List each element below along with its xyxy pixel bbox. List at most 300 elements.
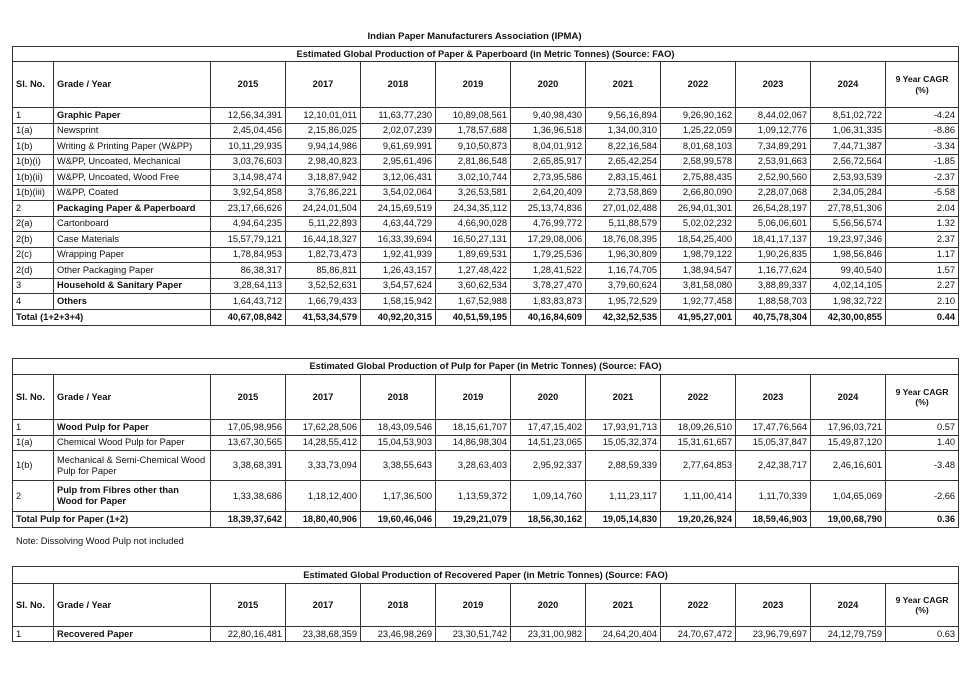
row-sl-no: 1	[13, 627, 54, 642]
row-grade: Packaging Paper & Paperboard	[54, 201, 211, 217]
row-value: 1,11,00,414	[661, 481, 736, 512]
row-value: 3,76,86,221	[286, 185, 361, 201]
row-grade: Others	[54, 294, 211, 310]
row-sl-no: 2(a)	[13, 216, 54, 232]
row-value: 26,94,01,301	[661, 201, 736, 217]
header-year-2018: 2018	[361, 62, 436, 108]
total-row	[13, 512, 959, 528]
row-value: 3,26,53,581	[436, 185, 511, 201]
row-value: 12,56,34,391	[211, 108, 286, 124]
row-value: 3,02,10,744	[436, 170, 511, 186]
row-value: 1,90,26,835	[736, 247, 811, 263]
row-value: 86,38,317	[211, 263, 286, 279]
header-year-2024: 2024	[811, 375, 886, 420]
row-value: 4,63,44,729	[361, 216, 436, 232]
row-cagr: -2.37	[886, 170, 959, 186]
row-value: 1,06,31,335	[811, 123, 886, 139]
row-value: 1,78,57,688	[436, 123, 511, 139]
row-value: 2,28,07,068	[736, 185, 811, 201]
total-label: Total Pulp for Paper (1+2)	[13, 512, 211, 528]
total-value: 41,53,34,579	[286, 309, 361, 325]
row-value: 1,96,30,809	[586, 247, 661, 263]
header-year-2023: 2023	[736, 62, 811, 108]
row-value: 2,53,93,539	[811, 170, 886, 186]
row-value: 1,78,84,953	[211, 247, 286, 263]
row-value: 26,54,28,197	[736, 201, 811, 217]
row-grade: Pulp from Fibres other than Wood for Paper	[54, 481, 211, 512]
header-year-2020: 2020	[511, 62, 586, 108]
row-value: 2,77,64,853	[661, 451, 736, 481]
row-value: 1,92,41,939	[361, 247, 436, 263]
row-value: 1,16,77,624	[736, 263, 811, 279]
row-value: 2,15,86,025	[286, 123, 361, 139]
header-year-2017: 2017	[286, 375, 361, 420]
row-value: 1,16,74,705	[586, 263, 661, 279]
row-value: 2,75,88,435	[661, 170, 736, 186]
table-row	[13, 216, 959, 232]
total-value: 41,95,27,001	[661, 309, 736, 325]
total-value: 40,51,59,195	[436, 309, 511, 325]
row-value: 1,98,56,846	[811, 247, 886, 263]
row-value: 3,52,52,631	[286, 278, 361, 294]
row-value: 5,56,56,574	[811, 216, 886, 232]
total-value: 42,30,00,855	[811, 309, 886, 325]
row-grade: Cartonboard	[54, 216, 211, 232]
header-year-2020: 2020	[511, 375, 586, 420]
header-grade-year: Grade / Year	[54, 584, 211, 627]
row-value: 2,65,42,254	[586, 154, 661, 170]
row-value: 2,45,04,456	[211, 123, 286, 139]
row-value: 4,76,99,772	[511, 216, 586, 232]
total-value: 19,60,46,046	[361, 512, 436, 528]
row-cagr: 1.32	[886, 216, 959, 232]
row-value: 9,56,16,894	[586, 108, 661, 124]
row-value: 24,24,01,504	[286, 201, 361, 217]
total-row	[13, 309, 959, 325]
table-row	[13, 435, 959, 451]
row-value: 18,43,09,546	[361, 420, 436, 436]
row-value: 24,34,35,112	[436, 201, 511, 217]
row-sl-no: 1	[13, 108, 54, 124]
row-value: 3,14,98,474	[211, 170, 286, 186]
total-cagr: 0.44	[886, 309, 959, 325]
document-title: Indian Paper Manufacturers Association (IPMA)	[367, 31, 582, 42]
total-value: 19,00,68,790	[811, 512, 886, 528]
row-value: 3,38,55,643	[361, 451, 436, 481]
table-row	[13, 170, 959, 186]
row-value: 2,02,07,239	[361, 123, 436, 139]
pulp-table	[12, 358, 959, 528]
total-value: 19,05,14,830	[586, 512, 661, 528]
row-value: 23,17,66,626	[211, 201, 286, 217]
row-value: 1,04,65,069	[811, 481, 886, 512]
total-value: 40,16,84,609	[511, 309, 586, 325]
row-value: 1,09,12,776	[736, 123, 811, 139]
table-row	[13, 627, 959, 642]
table-row	[13, 108, 959, 124]
row-grade: Recovered Paper	[54, 627, 211, 642]
table-row	[13, 263, 959, 279]
row-value: 2,34,05,284	[811, 185, 886, 201]
row-value: 9,94,14,986	[286, 139, 361, 155]
row-value: 17,96,03,721	[811, 420, 886, 436]
total-value: 42,32,52,535	[586, 309, 661, 325]
table-row	[13, 123, 959, 139]
row-value: 16,50,27,131	[436, 232, 511, 248]
header-sl-no: Sl. No.	[13, 62, 54, 108]
row-value: 3,88,89,337	[736, 278, 811, 294]
row-cagr: 1.40	[886, 435, 959, 451]
header-row	[13, 584, 959, 627]
row-value: 1,33,38,686	[211, 481, 286, 512]
row-value: 23,96,79,697	[736, 627, 811, 642]
row-value: 27,78,51,306	[811, 201, 886, 217]
row-sl-no: 2(b)	[13, 232, 54, 248]
header-year-2021: 2021	[586, 584, 661, 627]
row-value: 25,13,74,836	[511, 201, 586, 217]
row-value: 1,38,94,547	[661, 263, 736, 279]
header-year-2024: 2024	[811, 584, 886, 627]
table-row	[13, 278, 959, 294]
row-grade: Case Materials	[54, 232, 211, 248]
row-value: 12,10,01,011	[286, 108, 361, 124]
row-value: 17,93,91,713	[586, 420, 661, 436]
row-value: 2,81,86,548	[436, 154, 511, 170]
row-value: 3,12,06,431	[361, 170, 436, 186]
row-value: 3,03,76,603	[211, 154, 286, 170]
row-value: 2,83,15,461	[586, 170, 661, 186]
row-value: 27,01,02,488	[586, 201, 661, 217]
header-year-2019: 2019	[436, 584, 511, 627]
header-row	[13, 375, 959, 420]
row-value: 3,18,87,942	[286, 170, 361, 186]
table-row	[13, 139, 959, 155]
row-sl-no: 2(c)	[13, 247, 54, 263]
row-value: 3,33,73,094	[286, 451, 361, 481]
row-sl-no: 1(b)	[13, 451, 54, 481]
header-year-2015: 2015	[211, 62, 286, 108]
header-year-2024: 2024	[811, 62, 886, 108]
row-value: 99,40,540	[811, 263, 886, 279]
row-value: 8,04,01,912	[511, 139, 586, 155]
row-value: 1,64,43,712	[211, 294, 286, 310]
row-value: 1,82,73,473	[286, 247, 361, 263]
row-grade: Wood Pulp for Paper	[54, 420, 211, 436]
row-value: 1,11,70,339	[736, 481, 811, 512]
header-year-2023: 2023	[736, 375, 811, 420]
row-grade: Writing & Printing Paper (W&PP)	[54, 139, 211, 155]
table-row	[13, 154, 959, 170]
row-value: 1,98,79,122	[661, 247, 736, 263]
row-value: 1,09,14,760	[511, 481, 586, 512]
row-value: 3,92,54,858	[211, 185, 286, 201]
table-row	[13, 420, 959, 436]
header-sl-no: Sl. No.	[13, 375, 54, 420]
row-sl-no: 4	[13, 294, 54, 310]
row-value: 16,33,39,694	[361, 232, 436, 248]
row-value: 17,29,08,006	[511, 232, 586, 248]
row-sl-no: 1(b)(i)	[13, 154, 54, 170]
footnote: Note: Dissolving Wood Pulp not included	[16, 536, 184, 546]
row-value: 24,64,20,404	[586, 627, 661, 642]
table-row	[13, 201, 959, 217]
row-value: 3,28,63,403	[436, 451, 511, 481]
row-value: 1,17,36,500	[361, 481, 436, 512]
total-label: Total (1+2+3+4)	[13, 309, 211, 325]
table-row	[13, 185, 959, 201]
row-value: 9,10,50,873	[436, 139, 511, 155]
row-value: 23,30,51,742	[436, 627, 511, 642]
header-year-2021: 2021	[586, 375, 661, 420]
table-caption: Estimated Global Production of Pulp for Paper (in Metric Tonnes) (Source: FAO)	[13, 359, 959, 375]
row-sl-no: 1(a)	[13, 123, 54, 139]
row-cagr: -2.66	[886, 481, 959, 512]
row-value: 14,51,23,065	[511, 435, 586, 451]
row-value: 14,86,98,304	[436, 435, 511, 451]
row-value: 1,98,32,722	[811, 294, 886, 310]
row-grade: Newsprint	[54, 123, 211, 139]
row-grade: Graphic Paper	[54, 108, 211, 124]
row-value: 1,26,43,157	[361, 263, 436, 279]
table-caption: Estimated Global Production of Paper & Paperboard (in Metric Tonnes) (Source: FAO)	[13, 47, 959, 62]
row-value: 3,81,58,080	[661, 278, 736, 294]
header-year-2023: 2023	[736, 584, 811, 627]
row-value: 5,02,02,232	[661, 216, 736, 232]
row-value: 1,79,25,536	[511, 247, 586, 263]
row-cagr: -4.24	[886, 108, 959, 124]
row-value: 1,83,83,873	[511, 294, 586, 310]
row-value: 4,02,14,105	[811, 278, 886, 294]
row-value: 5,06,06,601	[736, 216, 811, 232]
header-row	[13, 62, 959, 108]
row-value: 1,89,69,531	[436, 247, 511, 263]
row-value: 1,67,52,988	[436, 294, 511, 310]
total-value: 40,92,20,315	[361, 309, 436, 325]
row-value: 17,05,98,956	[211, 420, 286, 436]
row-sl-no: 1(b)(ii)	[13, 170, 54, 186]
row-value: 8,51,02,722	[811, 108, 886, 124]
row-value: 2,53,91,663	[736, 154, 811, 170]
header-year-2018: 2018	[361, 584, 436, 627]
total-value: 19,29,21,079	[436, 512, 511, 528]
row-cagr: 2.27	[886, 278, 959, 294]
recovered-paper-table	[12, 566, 959, 642]
row-value: 2,73,95,586	[511, 170, 586, 186]
row-value: 1,13,59,372	[436, 481, 511, 512]
row-value: 3,54,02,064	[361, 185, 436, 201]
row-cagr: 2.10	[886, 294, 959, 310]
row-value: 1,58,15,942	[361, 294, 436, 310]
row-value: 24,12,79,759	[811, 627, 886, 642]
table-row	[13, 247, 959, 263]
row-sl-no: 1(b)	[13, 139, 54, 155]
row-value: 3,60,62,534	[436, 278, 511, 294]
row-value: 24,70,67,472	[661, 627, 736, 642]
header-cagr: 9 Year CAGR (%)	[886, 584, 959, 627]
row-cagr: 2.37	[886, 232, 959, 248]
row-cagr: -3.34	[886, 139, 959, 155]
table-row	[13, 294, 959, 310]
header-year-2015: 2015	[211, 375, 286, 420]
row-value: 18,76,08,395	[586, 232, 661, 248]
row-value: 24,15,69,519	[361, 201, 436, 217]
row-value: 4,94,64,235	[211, 216, 286, 232]
row-grade: Other Packaging Paper	[54, 263, 211, 279]
row-cagr: -8.86	[886, 123, 959, 139]
row-value: 1,66,79,433	[286, 294, 361, 310]
row-cagr: 1.17	[886, 247, 959, 263]
row-value: 3,79,60,624	[586, 278, 661, 294]
header-year-2022: 2022	[661, 62, 736, 108]
row-value: 2,42,38,717	[736, 451, 811, 481]
row-grade: Household & Sanitary Paper	[54, 278, 211, 294]
row-value: 5,11,22,893	[286, 216, 361, 232]
header-year-2017: 2017	[286, 584, 361, 627]
row-sl-no: 2(d)	[13, 263, 54, 279]
row-value: 2,95,92,337	[511, 451, 586, 481]
total-value: 18,59,46,903	[736, 512, 811, 528]
total-value: 18,56,30,162	[511, 512, 586, 528]
row-value: 1,25,22,059	[661, 123, 736, 139]
row-value: 2,95,61,496	[361, 154, 436, 170]
row-value: 10,89,08,561	[436, 108, 511, 124]
row-sl-no: 1(b)(iii)	[13, 185, 54, 201]
row-sl-no: 2	[13, 201, 54, 217]
row-value: 2,58,99,578	[661, 154, 736, 170]
row-value: 2,88,59,339	[586, 451, 661, 481]
row-value: 23,31,00,982	[511, 627, 586, 642]
row-value: 10,11,29,935	[211, 139, 286, 155]
row-value: 2,56,72,564	[811, 154, 886, 170]
row-value: 2,64,20,409	[511, 185, 586, 201]
row-value: 8,22,16,584	[586, 139, 661, 155]
row-value: 19,23,97,346	[811, 232, 886, 248]
row-value: 4,66,90,028	[436, 216, 511, 232]
row-value: 3,28,64,113	[211, 278, 286, 294]
header-year-2021: 2021	[586, 62, 661, 108]
row-value: 1,28,41,522	[511, 263, 586, 279]
table-row	[13, 481, 959, 512]
row-value: 1,27,48,422	[436, 263, 511, 279]
row-value: 2,52,90,560	[736, 170, 811, 186]
row-value: 18,09,26,510	[661, 420, 736, 436]
row-value: 8,44,02,067	[736, 108, 811, 124]
header-year-2015: 2015	[211, 584, 286, 627]
header-year-2022: 2022	[661, 375, 736, 420]
row-value: 11,63,77,230	[361, 108, 436, 124]
header-cagr: 9 Year CAGR (%)	[886, 375, 959, 420]
header-sl-no: Sl. No.	[13, 584, 54, 627]
row-value: 14,28,55,412	[286, 435, 361, 451]
row-value: 3,54,57,624	[361, 278, 436, 294]
row-value: 2,65,85,917	[511, 154, 586, 170]
row-sl-no: 1(a)	[13, 435, 54, 451]
paper-paperboard-table	[12, 46, 959, 326]
total-value: 18,39,37,642	[211, 512, 286, 528]
row-grade: W&PP, Uncoated, Wood Free	[54, 170, 211, 186]
row-value: 15,31,61,657	[661, 435, 736, 451]
row-value: 85,86,811	[286, 263, 361, 279]
row-value: 5,11,88,579	[586, 216, 661, 232]
row-cagr: 0.63	[886, 627, 959, 642]
row-value: 1,92,77,458	[661, 294, 736, 310]
row-sl-no: 3	[13, 278, 54, 294]
header-year-2022: 2022	[661, 584, 736, 627]
row-grade: W&PP, Coated	[54, 185, 211, 201]
row-value: 18,41,17,137	[736, 232, 811, 248]
header-year-2018: 2018	[361, 375, 436, 420]
row-grade: Mechanical & Semi-Chemical Wood Pulp for Paper	[54, 451, 211, 481]
row-value: 2,73,58,869	[586, 185, 661, 201]
row-value: 9,26,90,162	[661, 108, 736, 124]
row-value: 3,38,68,391	[211, 451, 286, 481]
row-cagr: 1.57	[886, 263, 959, 279]
row-value: 22,80,16,481	[211, 627, 286, 642]
row-value: 8,01,68,103	[661, 139, 736, 155]
row-value: 15,05,32,374	[586, 435, 661, 451]
row-value: 17,62,28,506	[286, 420, 361, 436]
table-row	[13, 232, 959, 248]
row-cagr: 2.04	[886, 201, 959, 217]
row-value: 15,04,53,903	[361, 435, 436, 451]
table-caption: Estimated Global Production of Recovered Paper (in Metric Tonnes) (Source: FAO)	[13, 567, 959, 584]
row-value: 16,44,18,327	[286, 232, 361, 248]
row-value: 9,61,69,991	[361, 139, 436, 155]
header-year-2019: 2019	[436, 62, 511, 108]
row-cagr: 0.57	[886, 420, 959, 436]
table-row	[13, 451, 959, 481]
row-value: 7,44,71,387	[811, 139, 886, 155]
row-sl-no: 2	[13, 481, 54, 512]
row-value: 1,88,58,703	[736, 294, 811, 310]
row-value: 2,66,80,090	[661, 185, 736, 201]
row-value: 18,54,25,400	[661, 232, 736, 248]
row-sl-no: 1	[13, 420, 54, 436]
header-year-2017: 2017	[286, 62, 361, 108]
row-value: 15,57,79,121	[211, 232, 286, 248]
row-value: 2,46,16,601	[811, 451, 886, 481]
total-value: 19,20,26,924	[661, 512, 736, 528]
row-value: 1,11,23,117	[586, 481, 661, 512]
header-cagr: 9 Year CAGR (%)	[886, 62, 959, 108]
row-value: 23,46,98,269	[361, 627, 436, 642]
row-value: 23,38,68,359	[286, 627, 361, 642]
row-grade: W&PP, Uncoated, Mechanical	[54, 154, 211, 170]
header-grade-year: Grade / Year	[54, 62, 211, 108]
row-value: 1,18,12,400	[286, 481, 361, 512]
header-grade-year: Grade / Year	[54, 375, 211, 420]
row-value: 15,05,37,847	[736, 435, 811, 451]
row-value: 17,47,76,564	[736, 420, 811, 436]
row-value: 1,36,96,518	[511, 123, 586, 139]
row-value: 13,67,30,565	[211, 435, 286, 451]
row-value: 1,95,72,529	[586, 294, 661, 310]
row-value: 15,49,87,120	[811, 435, 886, 451]
header-year-2020: 2020	[511, 584, 586, 627]
total-cagr: 0.36	[886, 512, 959, 528]
row-grade: Wrapping Paper	[54, 247, 211, 263]
row-value: 9,40,98,430	[511, 108, 586, 124]
header-year-2019: 2019	[436, 375, 511, 420]
row-cagr: -1.85	[886, 154, 959, 170]
total-value: 18,80,40,906	[286, 512, 361, 528]
row-cagr: -3.48	[886, 451, 959, 481]
row-value: 7,34,89,291	[736, 139, 811, 155]
row-value: 17,47,15,402	[511, 420, 586, 436]
row-cagr: -5.58	[886, 185, 959, 201]
row-grade: Chemical Wood Pulp for Paper	[54, 435, 211, 451]
total-value: 40,67,08,842	[211, 309, 286, 325]
